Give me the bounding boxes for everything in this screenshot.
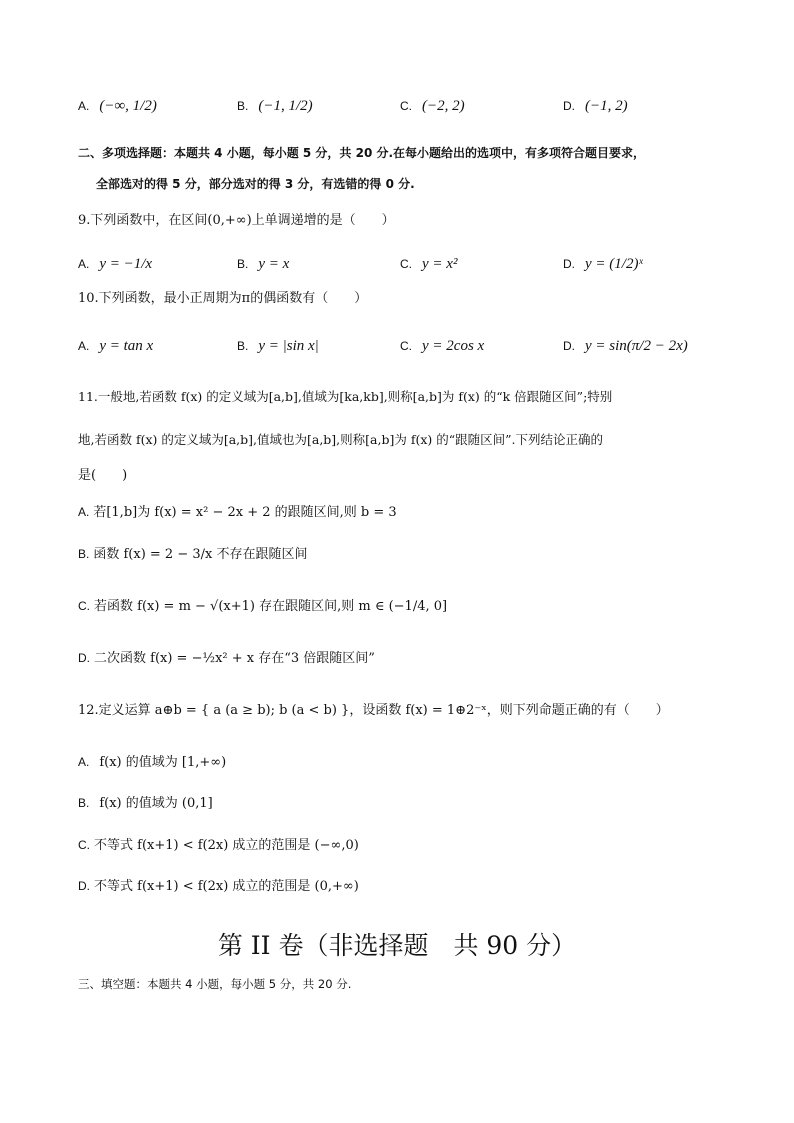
q8-option-d: D. (−1, 2) bbox=[563, 98, 628, 114]
q11-stem-line2: 地,若函数 f(x) 的定义域为[a,b],值域也为[a,b],则称[a,b]为 f(x) 的“跟随区间”.下列结论正确的 bbox=[78, 432, 603, 447]
q10-stem: 10.下列函数，最小正周期为π的偶函数有（ ） bbox=[78, 291, 368, 306]
q12-option-b: B. f(x) 的值域为 (0,1] bbox=[78, 796, 213, 811]
q9-option-a: A. y = −1/x bbox=[78, 256, 153, 272]
q12-option-a: A. f(x) 的值域为 [1,+∞) bbox=[78, 755, 227, 770]
q12-option-c: C. 不等式 f(x+1) < f(2x) 成立的范围是 (−∞,0) bbox=[78, 838, 359, 853]
q11-option-c: C. 若函数 f(x) = m − √(x+1) 存在跟随区间,则 m ∈ (−1/4, 0] bbox=[78, 599, 448, 614]
section2-heading-line1: 二、多项选择题：本题共 4 小题，每小题 5 分，共 20 分.在每小题给出的选项中，有多项符合题目要求， bbox=[78, 146, 646, 160]
q11-option-d: D. 二次函数 f(x) = −½x² + x 存在“3 倍跟随区间” bbox=[78, 651, 375, 666]
q12-option-d: D. 不等式 f(x+1) < f(2x) 成立的范围是 (0,+∞) bbox=[78, 879, 359, 894]
q9-stem: 9.下列函数中，在区间(0,+∞)上单调递增的是（ ） bbox=[78, 213, 395, 228]
q10-option-d: D. y = sin(π/2 − 2x) bbox=[563, 338, 688, 354]
q11-stem-line1: 11.一般地,若函数 f(x) 的定义域为[a,b],值域为[ka,kb],则称[a,b]为 f(x) 的“k 倍跟随区间”;特别 bbox=[78, 389, 613, 404]
q10-option-b: B. y = |sin x| bbox=[237, 338, 319, 354]
q9-option-c: C. y = x² bbox=[400, 256, 458, 272]
q10-option-c: C. y = 2cos x bbox=[400, 338, 485, 354]
q12-stem: 12.定义运算 a⊕b = { a (a ≥ b); b (a < b) }，设函数 f(x) = 1⊕2⁻ˣ，则下列命题正确的有（ ） bbox=[78, 703, 669, 718]
part2-title: 第 II 卷（非选择题 共 90 分） bbox=[217, 931, 577, 960]
q11-option-a: A. 若[1,b]为 f(x) = x² − 2x + 2 的跟随区间,则 b = 3 bbox=[78, 505, 397, 520]
q8-option-a: A. (−∞, 1/2) bbox=[78, 98, 157, 114]
q10-option-a: A. y = tan x bbox=[78, 338, 154, 354]
q11-option-b: B. 函数 f(x) = 2 − 3/x 不存在跟随区间 bbox=[78, 547, 308, 562]
section2-heading-line2: 全部选对的得 5 分，部分选对的得 3 分，有选错的得 0 分. bbox=[96, 177, 415, 191]
q8-option-b: B. (−1, 1/2) bbox=[237, 98, 313, 114]
q11-stem-line3: 是( ) bbox=[78, 468, 128, 483]
q8-option-c: C. (−2, 2) bbox=[400, 98, 465, 114]
section3-heading: 三、填空题：本题共 4 小题，每小题 5 分，共 20 分. bbox=[78, 977, 352, 991]
q9-option-d: D. y = (1/2)ˣ bbox=[563, 256, 643, 272]
q9-option-b: B. y = x bbox=[237, 256, 290, 272]
